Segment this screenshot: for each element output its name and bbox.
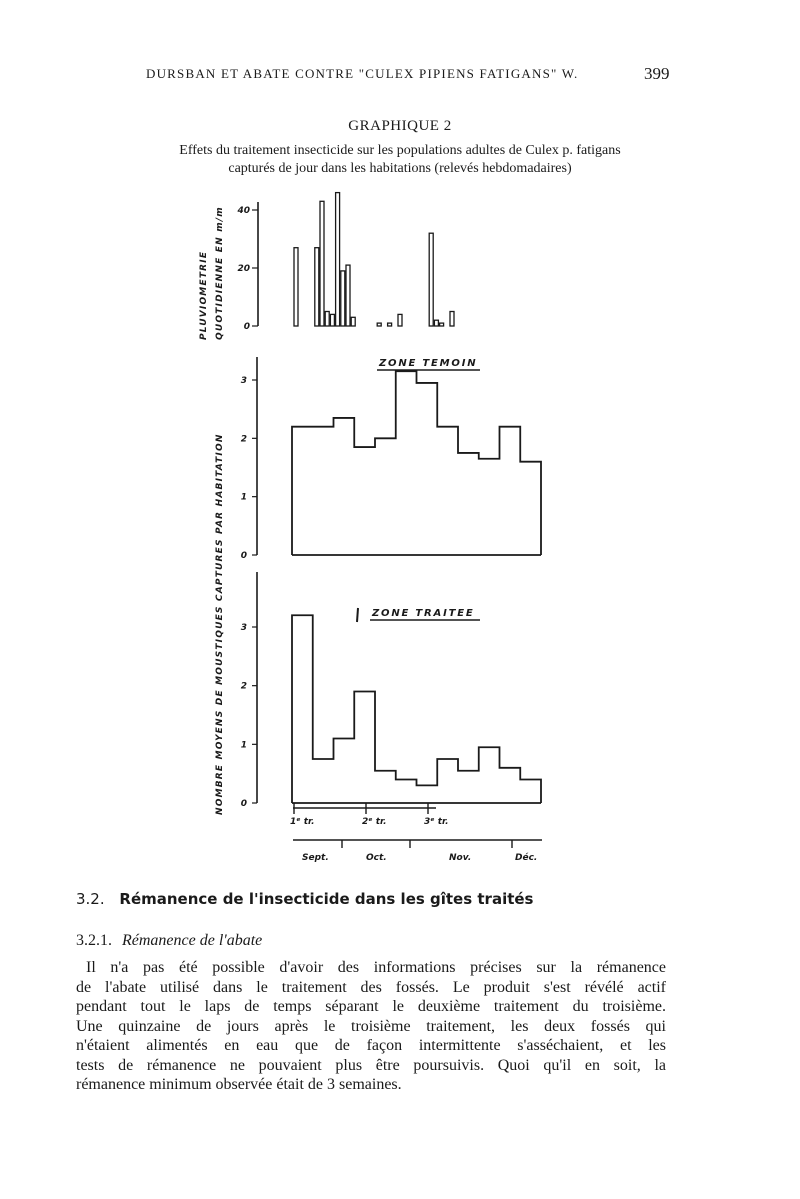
rainfall-tick-label: 40 <box>237 206 250 216</box>
rainfall-bar <box>351 317 355 326</box>
time-axis <box>215 433 542 863</box>
rainfall-tick-label: 20 <box>237 264 250 274</box>
month-label: Déc. <box>515 853 538 863</box>
paragraph-line: pendant tout le laps de temps séparant le deuxième traitement du troisième. <box>76 998 666 1015</box>
rainfall-chart <box>199 193 454 340</box>
treatment-label: 3ᵉ tr. <box>424 817 449 827</box>
paragraph-line: Il n'a pas été possible d'avoir des informations précises sur la rémanence <box>86 959 666 976</box>
rainfall-axis-label: PLUVIOMETRIE <box>199 250 209 340</box>
subsection-title: Rémanence de l'abate <box>122 932 263 949</box>
rainfall-bar <box>429 233 433 326</box>
rainfall-bar <box>336 193 340 326</box>
rainfall-bar <box>315 248 319 326</box>
treated-tick-label: 1 <box>240 740 247 751</box>
paragraph-line: tests de rémanence ne pouvaient plus être poursuivis. Quoi qu'il en soit, la <box>76 1056 666 1074</box>
rainfall-bar <box>440 323 444 326</box>
control-zone-chart <box>241 357 541 561</box>
rainfall-bar <box>346 265 350 326</box>
month-label: Oct. <box>366 853 387 863</box>
treated-marker <box>357 608 358 622</box>
rainfall-bar <box>330 314 334 326</box>
control-zone-title: ZONE TEMOIN <box>379 358 478 369</box>
subsection-heading <box>76 932 262 950</box>
figure-label: GRAPHIQUE 2 <box>348 118 452 134</box>
rainfall-bar <box>320 201 324 326</box>
subsection-number: 3.2.1. <box>76 932 112 949</box>
treated-zone-title: ZONE TRAITEE <box>372 608 475 619</box>
treated-step-line <box>292 615 541 803</box>
treatment-label: 1ᵉ tr. <box>290 817 315 827</box>
paragraph-line: de l'abate utilisé dans le traitement des fossés. Le produit s'est révélé actif <box>76 978 666 996</box>
treated-tick-label: 0 <box>240 799 247 809</box>
caption-line-1: Effets du traitement insecticide sur les populations adultes de Culex p. fatigans <box>179 143 621 158</box>
section-title: Rémanence de l'insecticide dans les gîtes traités <box>119 890 534 908</box>
paragraph-line: rémanence minimum observée était de 3 semaines. <box>76 1076 402 1093</box>
count-axis-label: NOMBRE MOYENS DE MOUSTIQUES CAPTURES PAR HABITATION <box>215 433 225 815</box>
rainfall-bar <box>341 271 345 326</box>
body-paragraph <box>76 958 666 1095</box>
rainfall-bar <box>294 248 298 326</box>
control-tick-label: 3 <box>240 376 247 386</box>
caption-line-2: capturés de jour dans les habitations (relevés hebdomadaires) <box>228 161 572 176</box>
month-label: Nov. <box>449 853 472 863</box>
treatment-label: 2ᵉ tr. <box>362 817 387 827</box>
paragraph-line: n'étaient alimentés en eau que de façon intermittente s'asséchaient, et les <box>76 1037 666 1054</box>
page-number: 399 <box>644 64 670 83</box>
rainfall-tick-label: 0 <box>243 322 250 332</box>
treated-tick-label: 2 <box>240 681 247 692</box>
control-tick-label: 0 <box>240 551 247 561</box>
treated-zone-chart <box>241 572 541 809</box>
rainfall-bar <box>398 314 402 326</box>
control-tick-label: 2 <box>240 434 247 445</box>
control-step-line <box>292 371 541 555</box>
rainfall-bar <box>377 323 381 326</box>
section-heading <box>76 890 534 908</box>
section-number: 3.2. <box>76 890 105 908</box>
rainfall-bar <box>388 323 392 326</box>
control-tick-label: 1 <box>240 492 247 503</box>
rainfall-bar <box>325 312 329 327</box>
rainfall-axis-label: QUOTIDIENNE EN m/m <box>215 206 225 340</box>
rainfall-bar <box>434 320 438 326</box>
running-header: DURSBAN ET ABATE CONTRE "CULEX PIPIENS FATIGANS" W. <box>146 66 579 81</box>
paragraph-line: Une quinzaine de jours après le troisième traitement, les deux fossés qui <box>76 1017 666 1035</box>
treated-tick-label: 3 <box>240 623 247 633</box>
rainfall-bar <box>450 312 454 327</box>
month-label: Sept. <box>302 853 329 863</box>
